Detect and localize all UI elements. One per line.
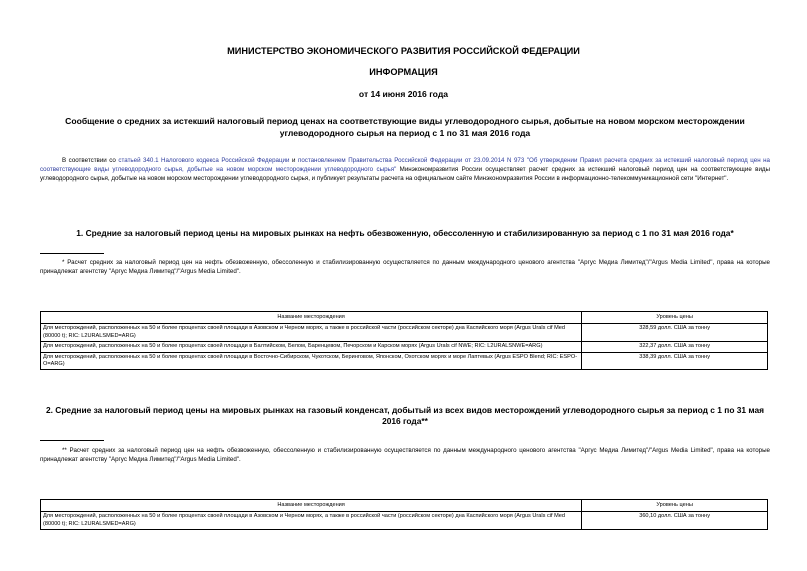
price-cell: 360,10 долл. США за тонну — [582, 512, 768, 530]
table-row — [41, 352, 768, 370]
field-name-cell: Для месторождений, расположенных на 50 и более процентах своей площади в Балтийском, Белом, Баренцевом, Печорском и Карском морях (Argus Urals cif NWE; RIC: L2URALSNWE=ARG) — [41, 342, 582, 352]
intro-suffix: Минэкономразвития России осуществляет расчет средних за истекший налоговый период цен на соответствующие виды углеводородного сырья, добытые на новом морском месторождении углеводородного сырья, и публикует результаты расчета на официальном сайте Минэкономразвития России в информационно-телекоммуникационной сети "Интернет". — [40, 165, 770, 182]
document-date: от 14 июня 2016 года — [358, 89, 449, 99]
field-name-cell: Для месторождений, расположенных на 50 и более процентах своей площади в Азовском и Черном морях, а также в российской части (российском секторе) дна Каспийского моря (Argus Urals cif Med (80000 t); RIC: L2URALSMED=ARG) — [41, 324, 582, 342]
section-2-title: 2. Средние за налоговый период цены на мировых рынках на газовый конденсат, добытый из всех видов месторождений углеводородного сырья за период с 1 по 31 мая 2016 года** — [45, 405, 765, 426]
column-header-field-name: Название месторождения — [41, 500, 582, 512]
field-name-cell: Для месторождений, расположенных на 50 и более процентах своей площади в Азовском и Черном морях, а также в российской части (российском секторе) дна Каспийского моря (Argus Urals cif Med (80000 t); RIC: L2URALSMED=ARG) — [41, 512, 582, 530]
intro-prefix: В соответствии со — [62, 157, 119, 164]
table-header-row — [41, 500, 768, 512]
price-cell: 338,39 долл. США за тонну — [582, 352, 768, 370]
column-header-price: Уровень цены — [582, 500, 768, 512]
section-1-footnote: * Расчет средних за налоговый период цен на нефть обезвоженную, обессоленную и стабилизированную осуществляется по данным международного ценового агентства "Аргус Медиа Лимитед"/"Argus Media Limited", права на которые принадлежат агентству "Аргус Медиа Лимитед"/"Argus Media Limited". — [40, 259, 770, 275]
table-row — [41, 324, 768, 342]
field-name-cell: Для месторождений, расположенных на 50 и более процентах своей площади в Восточно-Сибирском, Чукотском, Беринговом, Японском, Охотском морях и море Лаптевых (Argus ESPO Blend; RIC: ESPO-O=ARG) — [41, 352, 582, 370]
section-1-title: 1. Средние за налоговый период цены на мировых рынках на нефть обезвоженную, обессоленную и стабилизированную за период с 1 по 31 мая 2016 года* — [76, 228, 734, 238]
table-row — [41, 512, 768, 530]
section-2-price-table — [40, 499, 768, 530]
government-decree-link[interactable]: постановлением Правительства Российской Федерации от 23.09.2014 N 973 "Об утверждении Правил расчета средних за истекший налоговый период цен на соответствующие виды углеводородного сырья, добытые на новом морском месторождении углеводородного сырья" — [40, 157, 770, 173]
table-row — [41, 342, 768, 352]
ministry-heading: МИНИСТЕРСТВО ЭКОНОМИЧЕСКОГО РАЗВИТИЯ РОССИЙСКОЙ ФЕДЕРАЦИИ — [227, 46, 580, 56]
tax-code-link[interactable]: статьей 340.1 Налогового кодекса Российской Федерации — [118, 157, 290, 164]
column-header-price: Уровень цены — [582, 312, 768, 324]
footnote-divider — [40, 253, 104, 254]
intro-mid: и — [289, 157, 298, 164]
document-type: ИНФОРМАЦИЯ — [369, 67, 438, 77]
document-subject: Сообщение о средних за истекший налоговый период ценах на соответствующие виды углеводородного сырья, добытые на новом морском месторождении углеводородного сырья на период с 1 по 31 мая 2016 года — [65, 116, 745, 138]
footnote-divider — [40, 440, 104, 441]
table-header-row — [41, 312, 768, 324]
section-2-footnote: ** Расчет средних за налоговый период цен на нефть обезвоженную, обессоленную и стабилизированную осуществляется по данным международного ценового агентства "Аргус Медиа Лимитед"/"Argus Media Limited", права на которые принадлежат агентству "Аргус Медиа Лимитед"/"Argus Media Limited". — [40, 447, 770, 463]
column-header-field-name: Название месторождения — [41, 312, 582, 324]
price-cell: 322,37 долл. США за тонну — [582, 342, 768, 352]
section-1-price-table — [40, 311, 768, 370]
price-cell: 328,59 долл. США за тонну — [582, 324, 768, 342]
intro-paragraph — [40, 157, 770, 183]
